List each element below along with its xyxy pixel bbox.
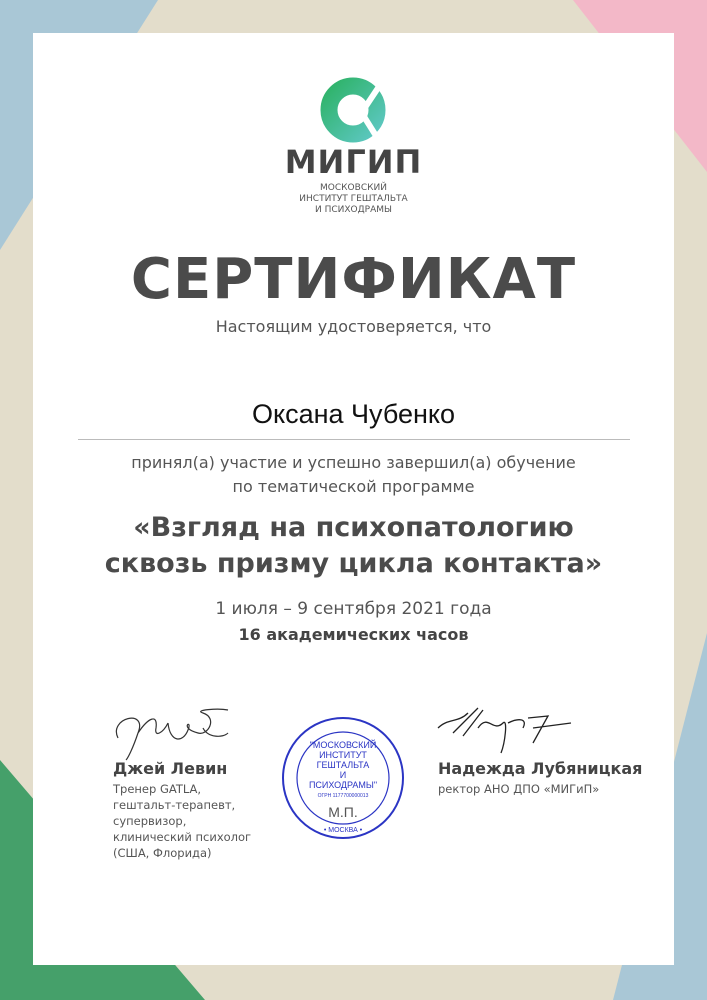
program-title — [33, 510, 674, 582]
stamp-text: ПСИХОДРАМЫ" — [308, 780, 378, 790]
certificate-title: СЕРТИФИКАТ — [130, 247, 577, 312]
stamp-place-label: М.П. — [328, 804, 358, 820]
certificate-panel — [33, 33, 674, 965]
stamp-text: ИНСТИТУТ — [319, 750, 367, 760]
stamp-text: ГЕШТАЛЬТА — [316, 760, 370, 770]
stamp-city: • МОСКВА • — [323, 827, 363, 834]
stamp-ogrn: ОГРН 1177700000013 — [317, 793, 369, 799]
intro-text: Настоящим удостоверяется, что — [215, 317, 492, 336]
desc-line: супервизор, — [113, 814, 187, 828]
logo-name: МИГИП — [284, 143, 423, 181]
program-line: «Взгляд на психопатологию — [133, 512, 574, 543]
program-hours: 16 академических часов — [238, 625, 469, 644]
desc-line: ректор АНО ДПО «МИГиП» — [438, 782, 600, 796]
logo-subtitle-line: ИНСТИТУТ ГЕШТАЛЬТА — [299, 194, 408, 204]
logo-subtitle-line: И ПСИХОДРАМЫ — [315, 205, 392, 215]
logo-subtitle-line: МОСКОВСКИЙ — [320, 183, 387, 193]
logo-icon — [320, 77, 386, 143]
signatory-levin — [113, 759, 251, 861]
completion-line: принял(а) участие и успешно завершил(а) обучение — [131, 453, 576, 472]
signatory-lubyanitskaya — [438, 759, 642, 797]
desc-line: (США, Флорида) — [113, 846, 212, 860]
signature-lubyanitskaya — [433, 698, 573, 758]
signature-levin — [108, 698, 243, 763]
signatory-description — [113, 781, 251, 861]
desc-line: клинический психолог — [113, 830, 252, 844]
logo-subtitle — [33, 183, 674, 216]
signatory-name: Надежда Лубяницкая — [438, 759, 643, 778]
signatory-description — [438, 781, 642, 797]
completion-text — [33, 451, 674, 499]
stamp-text: И — [339, 770, 347, 780]
official-stamp — [278, 713, 408, 843]
recipient-name: Оксана Чубенко — [251, 399, 456, 429]
name-underline — [78, 439, 630, 440]
completion-line: по тематической программе — [232, 477, 475, 496]
program-dates: 1 июля – 9 сентября 2021 года — [215, 599, 492, 619]
desc-line: гештальт-терапевт, — [113, 798, 236, 812]
desc-line: Тренер GATLA, — [113, 782, 202, 796]
program-line: сквозь призму цикла контакта» — [104, 548, 603, 579]
signatory-name: Джей Левин — [113, 759, 228, 778]
stamp-text: "МОСКОВСКИЙ — [309, 740, 377, 750]
